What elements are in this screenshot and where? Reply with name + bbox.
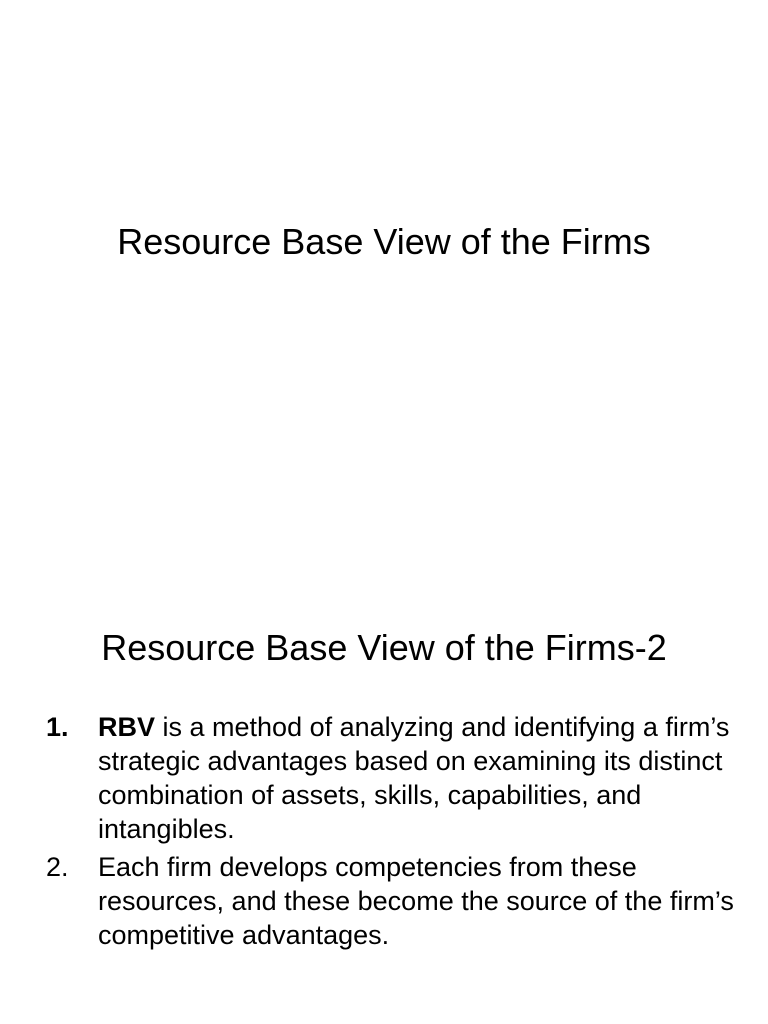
slide-2-title: Resource Base View of the Firms-2 (101, 627, 667, 668)
slide-1-title: Resource Base View of the Firms (117, 221, 651, 262)
bullet-list (40, 710, 740, 956)
list-item-1-number: 1. (46, 712, 69, 742)
list-item-2-text: Each firm develops competencies from these resources, and these become the source of the firm’s competitive advantages. (98, 852, 734, 950)
slide-2 (0, 512, 768, 1024)
list-item-1-lead: RBV (98, 712, 156, 742)
list-item-2-number: 2. (46, 852, 69, 882)
list-item-1-text: is a method of analyzing and identifying a firm’s strategic advantages based on examining its distinct combination of assets, skills, capabilities, and intangibles. (98, 712, 730, 844)
list-item-1 (40, 710, 740, 846)
list-item-2 (40, 850, 740, 952)
